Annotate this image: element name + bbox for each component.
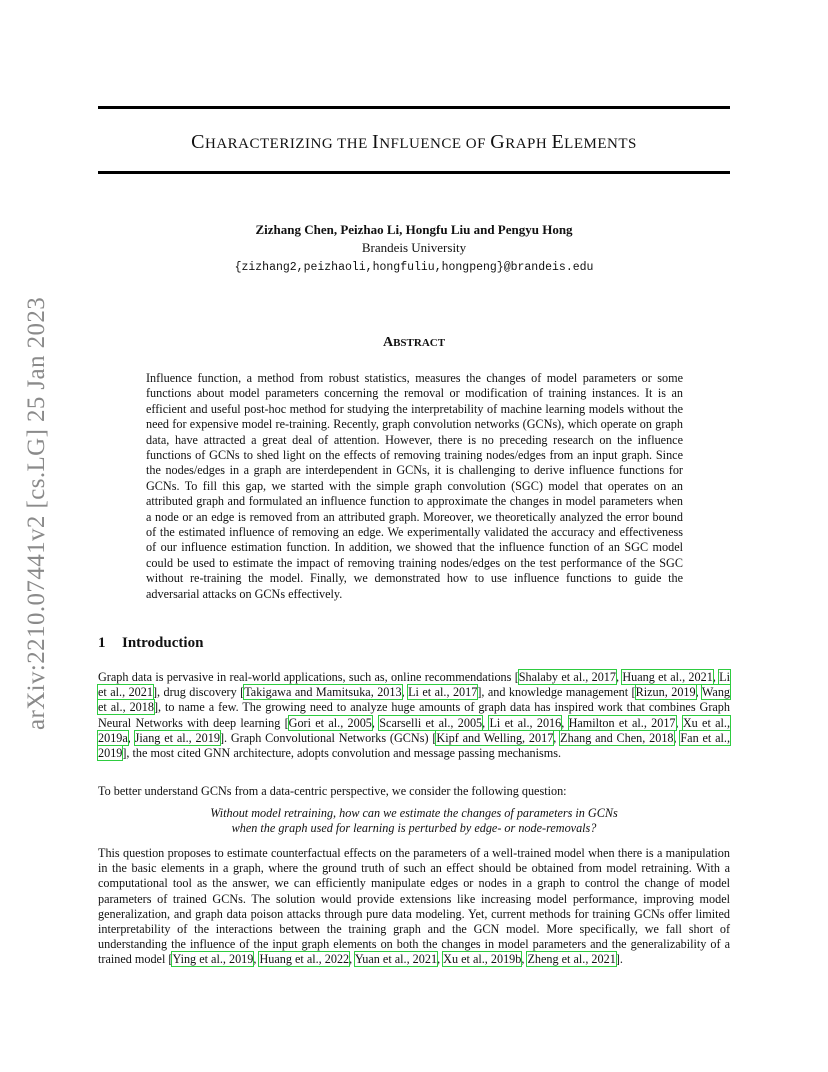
- citation-link[interactable]: Hamilton et al., 2017: [568, 715, 676, 730]
- citation-link[interactable]: Li et al., 2021: [98, 670, 731, 700]
- paragraph-text: ], to name a few. The growing need to analyze huge amounts of graph data has inspired work that combines Graph Neural Networks with deep learning [: [98, 700, 730, 730]
- citation-link[interactable]: Shalaby et al., 2017: [518, 670, 616, 684]
- paragraph-text: ,: [482, 715, 490, 730]
- paragraph-text: ,: [673, 730, 681, 745]
- author-emails: {zizhang2,peizhaoli,hongfuliu,hongpeng}@brandeis.edu: [234, 261, 594, 274]
- paragraph-text: ].: [615, 952, 623, 967]
- citation-link[interactable]: Rizun, 2019: [635, 685, 696, 700]
- citation-link[interactable]: Jiang et al., 2019: [134, 730, 220, 745]
- paragraph-text: ,: [712, 670, 720, 684]
- abstract-text: Influence function, a method from robust statistics, measures the changes of model parameters or some functions about model parameters concerning the removal or modification of training instances. It is an efficient and useful post-hoc method for studying the interpretability of machine learning models without the need for expensive model re-training. Recently, graph convolution networks (GCNs), which operate on graph data, have attracted a great deal of attention. However, there is no preceding research on the influence functions of GCNs to shed light on the effects of removing training nodes/edges from an input graph. Since the nodes/edges in a graph are interdependent in GCNs, it is challenging to derive influence functions for GCNs. To fill this gap, we started with the simple graph convolution (SGC) model that operates on an attributed graph and formulated an influence function to approximate the changes in model parameters when a node or an edge is removed from an attributed graph. Moreover, we theoretically analyzed the error bound of the estimated influence of removing an edge. We experimentally validated the accuracy and effectiveness of our influence estimation function. In addition, we showed that the influence function of an SGC model could be used to estimate the impact of removing training nodes/edges on the test performance of the SGC without re-training the model. Finally, we demonstrated how to use influence functions to guide the adversarial attacks on GCNs effectively.: [146, 371, 683, 601]
- question-line-1: Without model retraining, how can we estimate the changes of parameters in GCNs: [210, 806, 618, 820]
- paragraph-text: ,: [521, 952, 528, 967]
- citation-link[interactable]: Huang et al., 2022: [259, 952, 350, 967]
- title-bottom-rule: [98, 171, 730, 174]
- citation-link[interactable]: Kipf and Welling, 2017: [436, 730, 554, 745]
- paragraph-text: This question proposes to estimate counterfactual effects on the parameters of a well-trained model when there is a manipulation in the basic elements in a graph, where the ground truth of such an effect should be obtained from model retraining. With a computational tool as the answer, we can efficiently manipulate edges or nodes in a graph to control the change of model parameters of trained GCNs. The solution would provide extensions like increasing model performance, improving model generalization, and graph data poison attacks through pure data modeling. Yet, current methods for training GCNs offer limited interpretability of the interactions between the training graph and the GCN model. More specifically, we fall short of understanding the influence of the input graph elements on both the changes in model parameters and the generalizability of a trained model [: [98, 846, 730, 967]
- citation-link[interactable]: Zheng et al., 2021: [527, 952, 616, 967]
- paragraph-text: ,: [695, 685, 702, 700]
- paragraph-text: ]. Graph Convolutional Networks (GCNs) [: [219, 730, 437, 745]
- paragraph-text: ], and knowledge management [: [477, 685, 636, 700]
- citation-link[interactable]: Wang et al., 2018: [98, 685, 731, 715]
- citation-link[interactable]: Gori et al., 2005: [288, 715, 372, 730]
- citation-link[interactable]: Zhang and Chen, 2018: [560, 730, 674, 745]
- paragraph-text: ,: [553, 730, 561, 745]
- arxiv-stamp: arXiv:2210.07441v2 [cs.LG] 25 Jan 2023: [23, 296, 50, 730]
- paragraph-text: ], the most cited GNN architecture, adopts convolution and message passing mechanisms.: [122, 746, 562, 761]
- intro-paragraph-2: To better understand GCNs from a data-centric perspective, we consider the following question:: [98, 784, 567, 798]
- section-heading-introduction: [98, 635, 203, 652]
- paragraph-text: ,: [371, 715, 380, 730]
- paragraph-text: ], drug discovery [: [152, 685, 245, 700]
- research-question: [98, 806, 730, 836]
- question-line-2: when the graph used for learning is perturbed by edge- or node-removals?: [231, 821, 597, 836]
- paragraph-text: ,: [675, 715, 683, 730]
- citation-link[interactable]: Li et al., 2016: [489, 715, 562, 730]
- paragraph-text: Graph data is pervasive in real-world applications, such as, online recommendations [: [98, 670, 519, 684]
- citation-link[interactable]: Huang et al., 2021: [622, 670, 713, 684]
- paragraph-text: ,: [127, 730, 135, 745]
- paragraph-text: ,: [437, 952, 444, 967]
- paragraph-text: ,: [253, 952, 260, 967]
- citation-link[interactable]: Takigawa and Mamitsuka, 2013: [244, 685, 402, 700]
- paragraph-text: ,: [349, 952, 355, 967]
- title-top-rule: [98, 106, 730, 109]
- section-number: 1: [98, 635, 106, 651]
- intro-paragraph-3: [98, 846, 730, 968]
- paper-title: CHARACTERIZING THE INFLUENCE OF GRAPH ELEMENTS: [191, 131, 637, 153]
- citation-link[interactable]: Xu et al., 2019b: [443, 952, 522, 967]
- intro-paragraph-1: [98, 670, 730, 761]
- paragraph-text: ,: [401, 685, 409, 700]
- citation-link[interactable]: Yuan et al., 2021: [354, 952, 438, 967]
- author-list: Zizhang Chen, Peizhao Li, Hongfu Liu and Pengyu Hong: [255, 222, 573, 237]
- citation-link[interactable]: Fan et al., 2019: [98, 730, 731, 761]
- affiliation: Brandeis University: [361, 240, 467, 255]
- citation-link[interactable]: Ying et al., 2019: [172, 952, 254, 967]
- citation-link[interactable]: Li et al., 2017: [408, 685, 478, 700]
- citation-link[interactable]: Xu et al., 2019a: [98, 715, 731, 745]
- abstract-heading: ABSTRACT: [382, 335, 446, 350]
- citation-link[interactable]: Scarselli et al., 2005: [379, 715, 483, 730]
- section-title: Introduction: [122, 635, 204, 651]
- paragraph-text: ,: [616, 670, 623, 684]
- paragraph-text: ,: [561, 715, 569, 730]
